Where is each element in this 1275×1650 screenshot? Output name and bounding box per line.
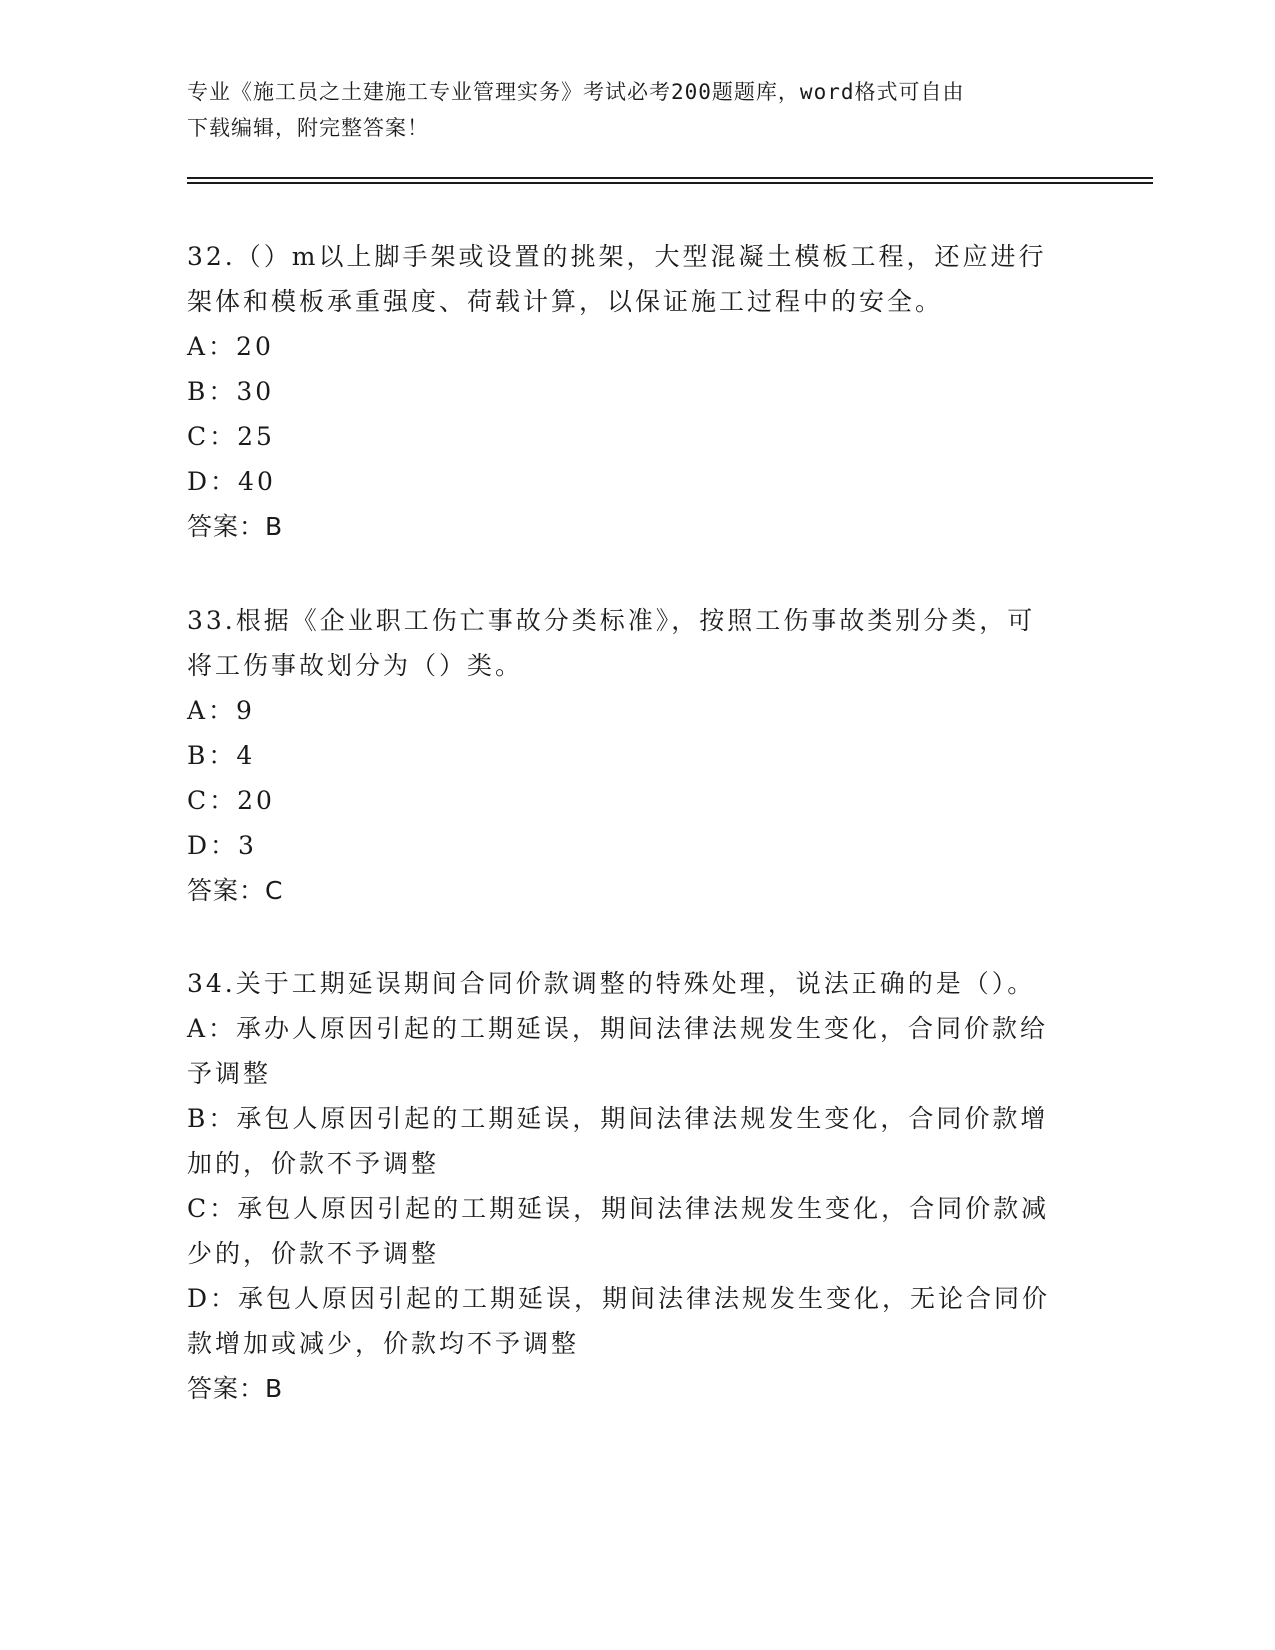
option-d-line: 款增加或减少，价款均不予调整 bbox=[187, 1329, 580, 1358]
question-stem-line: 32.（）m以上脚手架或设置的挑架，大型混凝土模板工程，还应进行 bbox=[187, 242, 1047, 271]
question-stem-line: 34.关于工期延误期间合同价款调整的特殊处理，说法正确的是（）。 bbox=[187, 969, 1036, 998]
option-b: B：30 bbox=[187, 377, 275, 406]
option-c-line: C：承包人原因引起的工期延误，期间法律法规发生变化，合同价款减 bbox=[187, 1194, 1050, 1223]
option-c-line: 少的，价款不予调整 bbox=[187, 1239, 440, 1268]
option-b-line: B：承包人原因引起的工期延误，期间法律法规发生变化，合同价款增 bbox=[187, 1104, 1049, 1133]
option-d: D：40 bbox=[187, 467, 276, 496]
question-33 bbox=[187, 598, 1067, 913]
option-d: D：3 bbox=[187, 831, 257, 860]
question-stem-line: 将工伤事故划分为（）类。 bbox=[187, 651, 524, 680]
option-a-line: 予调整 bbox=[187, 1059, 272, 1088]
option-b: B：4 bbox=[187, 741, 256, 770]
header-divider-bottom bbox=[187, 182, 1153, 184]
question-stem-line: 33.根据《企业职工伤亡事故分类标准》，按照工伤事故类别分类，可 bbox=[187, 606, 1036, 635]
document-header bbox=[187, 74, 1067, 146]
answer-label: 答案：B bbox=[187, 512, 284, 541]
option-b-line: 加的，价款不予调整 bbox=[187, 1149, 440, 1178]
option-d-line: D：承包人原因引起的工期延误，期间法律法规发生变化，无论合同价 bbox=[187, 1284, 1051, 1313]
option-c: C：20 bbox=[187, 786, 275, 815]
header-line-2: 下载编辑，附完整答案！ bbox=[187, 116, 429, 140]
option-a-line: A：承办人原因引起的工期延误，期间法律法规发生变化，合同价款给 bbox=[187, 1014, 1049, 1043]
question-stem-line: 架体和模板承重强度、荷载计算，以保证施工过程中的安全。 bbox=[187, 287, 944, 316]
header-divider-top bbox=[187, 177, 1153, 179]
question-34 bbox=[187, 961, 1067, 1411]
answer-label: 答案：B bbox=[187, 1374, 284, 1403]
header-line-1: 专业《施工员之土建施工专业管理实务》考试必考200题题库，word格式可自由 bbox=[187, 80, 965, 104]
question-32 bbox=[187, 234, 1067, 549]
answer-label: 答案：C bbox=[187, 876, 284, 905]
option-a: A：20 bbox=[187, 332, 274, 361]
option-a: A：9 bbox=[187, 696, 255, 725]
option-c: C：25 bbox=[187, 422, 275, 451]
